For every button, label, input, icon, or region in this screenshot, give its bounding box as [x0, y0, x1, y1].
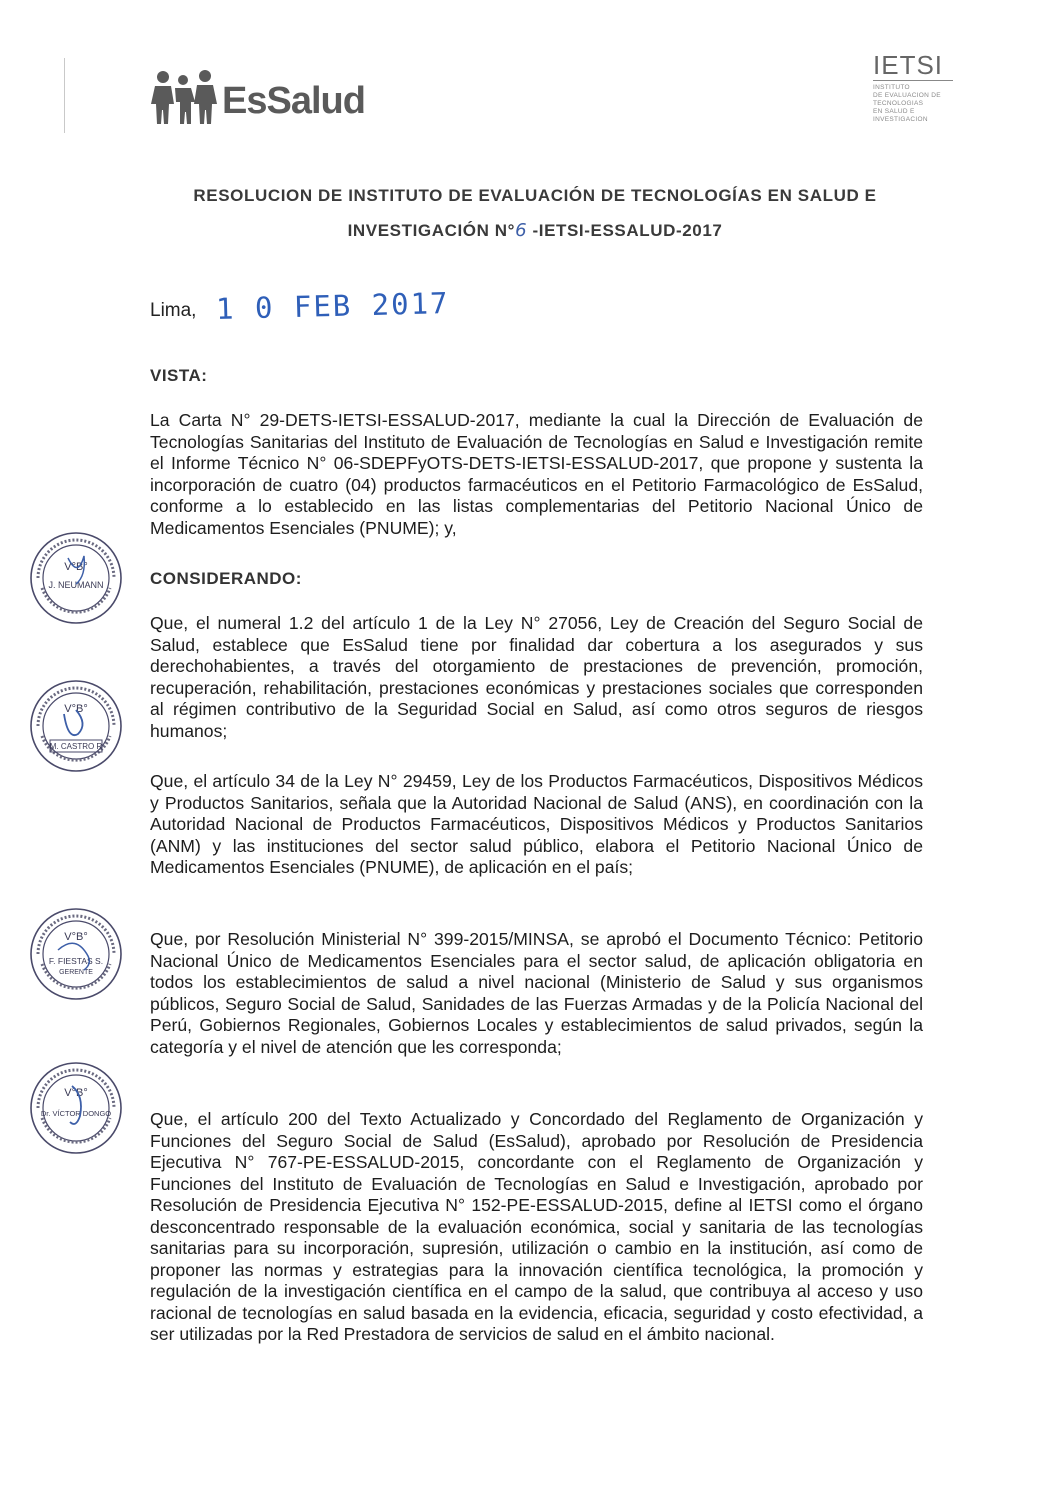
seal-vobo-text: V°B° [64, 1087, 88, 1099]
approval-seal-castro [28, 678, 124, 774]
seal-name-text: M. CASTRO R [49, 742, 103, 751]
considerando-paragraph-1: Que, el numeral 1.2 del artículo 1 de la Ley N° 27056, Ley de Creación del Seguro Social de Salud, establece que EsSalud tiene por finalidad dar cobertura a los asegurados y sus derechohabientes, a través del otorgamiento de prestaciones de prevención, promoción, recuperación, rehabilitación, prestaciones económicas y prestaciones sociales que corresponden al régimen contributivo de la Seguridad Social en Salud, así como otros seguros de riesgos humanos; [150, 613, 923, 741]
considerando-paragraph-2: Que, el artículo 34 de la Ley N° 29459, Ley de los Productos Farmacéuticos, Dispositivos Médicos y Productos Sanitarios, señala que la Autoridad Nacional de Salud (ANS), en coordinación con la Autoridad Nacional de Productos Farmacéuticos, Dispositivos Médicos y Productos Sanitarios (ANM) y las instituciones del sector salud público, elabora el Petitorio Nacional Único de Medicamentos Esenciales (PNUME), de aplicación en el país; [150, 771, 923, 877]
date-stamp: 1 0 FEB 2017 [216, 285, 451, 327]
title-number-suffix: -IETSI-ESSALUD-2017 [532, 221, 723, 240]
approval-seal-dongo [28, 1060, 124, 1156]
seal-name-text: F. FIESTAS S. [48, 956, 104, 966]
seal-sub-text: GERENTE [59, 969, 93, 976]
scan-edge-line [64, 58, 65, 133]
handwritten-number: 6 [515, 220, 528, 241]
considerando-paragraph-4: Que, el artículo 200 del Texto Actualizado y Concordado del Reglamento de Organización y Funciones del Seguro Social de Salud (EsSalud), aprobado por Resolución de Presidencia Ejecutiva N° 767-PE-ESSALUD-2015, concordante con el Reglamento de Organización y Funciones del Instituto de Evaluación de Tecnologías en Salud e Investigación, aprobado por Resolución de Presidencia Ejecutiva N° 152-PE-ESSALUD-2015, define al IETSI como el órgano desconcentrado responsable de la evaluación económica, social y sanitaria de las tecnologías sanitarias para su incorporación, supresión, utilización o cambio en la institución, así como de proponer las normas y estrategias para la innovación científica tecnológica, la promoción y regulación de la investigación científica en el campo de la salud, que contribuya al acceso y uso racional de tecnologías en salud basada en la evidencia, eficacia, seguridad y costo efectividad, a ser utilizadas por la Red Prestadora de servicios de salud en el ámbito nacional. [150, 1109, 923, 1344]
ietsi-subtitle-line: DE EVALUACION DE [873, 92, 941, 99]
seal-vobo-text: V°B° [64, 931, 88, 943]
family-figures-icon [150, 68, 220, 126]
approval-seal-fiestas [28, 906, 124, 1002]
seal-vobo-text: V°B° [64, 561, 88, 573]
vista-paragraph: La Carta N° 29-DETS-IETSI-ESSALUD-2017, mediante la cual la Dirección de Evaluación de Tecnologías Sanitarias del Instituto de Evaluación de Tecnologías en Salud e Investigación remite el Informe Técnico N° 06-SDEPFyOTS-DETS-IETSI-ESSALUD-2017, que propone y sustenta la incorporación de cuatro (04) productos farmacéuticos en el Petitorio Farmacológico de EsSalud, conforme a lo establecido en las listas complementarias del Petitorio Nacional Único de Medicamentos Esenciales (PNUME); y, [150, 410, 923, 538]
title-line-1: RESOLUCION DE INSTITUTO DE EVALUACIÓN DE TECNOLOGÍAS EN SALUD E [193, 186, 877, 205]
date-row [150, 285, 451, 327]
approval-seal-neumann [28, 530, 124, 626]
vista-heading: VISTA: [150, 366, 208, 385]
seal-name-text: Dr. VÍCTOR DONGO [40, 1109, 112, 1118]
logo-text: EsSalud [222, 80, 365, 122]
date-label: Lima, [150, 300, 197, 321]
considerando-paragraph-3: Que, por Resolución Ministerial N° 399-2015/MINSA, se aprobó el Documento Técnico: Petitorio Nacional Único de Medicamentos Esenciales para el sector salud, de aplicación obligatoria en todos los establecimientos de salud a nivel nacional (Ministerio de Salud y sus organismos públicos, Seguro Social de Salud, Sanidades de las Fuerzas Armadas y de la Policía Nacional del Perú, Gobiernos Regionales, Gobiernos Locales y establecimientos de salud privados, según la categoría y el nivel de atención que les corresponda; [150, 929, 923, 1057]
seal-vobo-text: V°B° [64, 703, 88, 715]
ietsi-subtitle-line: INSTITUTO [873, 84, 910, 91]
ietsi-logo [873, 52, 953, 124]
considerando-heading: CONSIDERANDO: [150, 569, 302, 588]
title-line-2 [140, 213, 930, 248]
ietsi-name: IETSI [873, 52, 953, 81]
ietsi-subtitle [873, 84, 953, 124]
seal-name-text: J. NEUMANN [48, 580, 104, 590]
ietsi-subtitle-line: INVESTIGACION [873, 116, 928, 123]
essalud-logo [150, 64, 365, 126]
resolution-title [140, 178, 930, 248]
ietsi-subtitle-line: EN SALUD E [873, 108, 915, 115]
title-number-prefix: INVESTIGACIÓN N° [347, 221, 516, 240]
ietsi-subtitle-line: TECNOLOGIAS [873, 100, 924, 107]
